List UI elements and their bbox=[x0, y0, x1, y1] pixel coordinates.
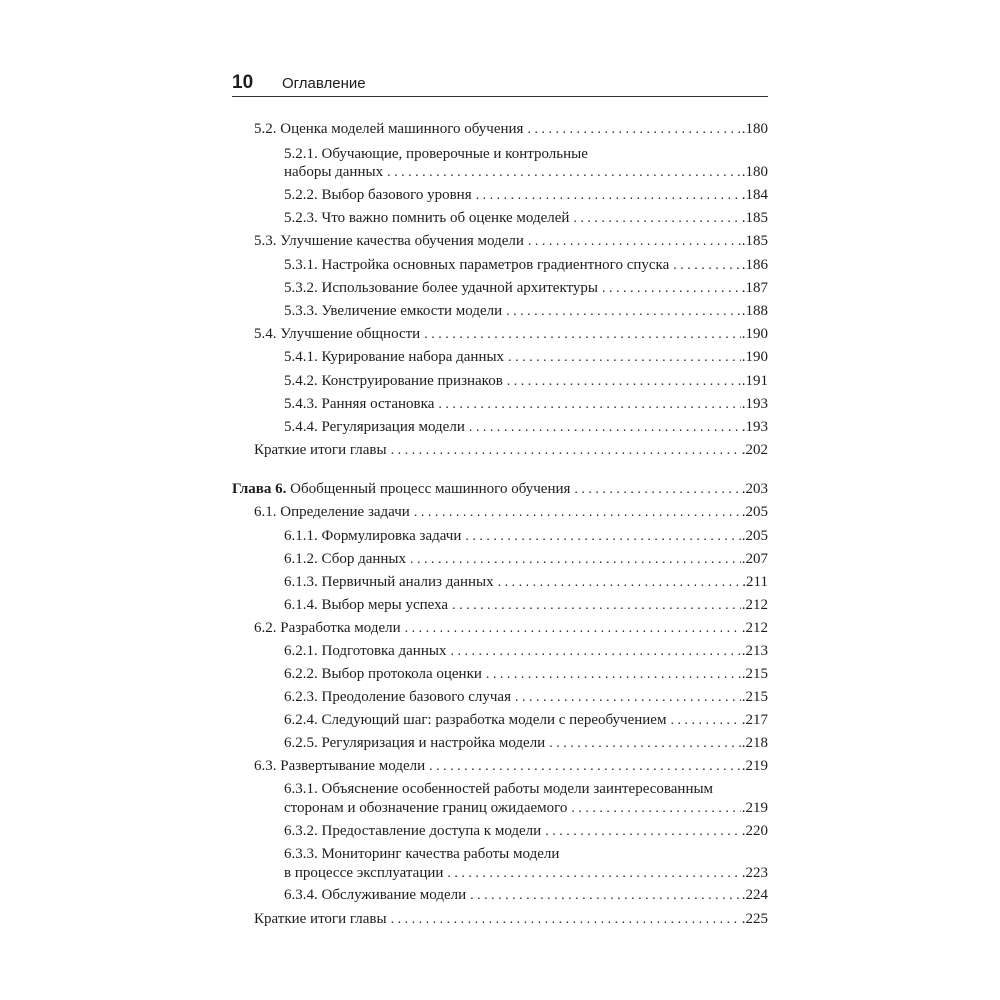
dot-leader bbox=[573, 209, 740, 228]
toc-entry-title: 6.3.4. Обслуживание модели bbox=[284, 887, 467, 903]
dot-leader bbox=[447, 864, 740, 883]
toc-page-number: .217 bbox=[741, 712, 768, 728]
toc-entry bbox=[284, 596, 768, 615]
toc-entry bbox=[284, 550, 768, 569]
toc-entry-title: 6.2.1. Подготовка данных bbox=[284, 643, 447, 659]
toc-entry-title: 6.2.4. Следующий шаг: разработка модели с переобучением bbox=[284, 712, 667, 728]
toc-entry-title: 6.1.2. Сбор данных bbox=[284, 551, 406, 567]
toc-entry-title: 5.2.2. Выбор базового уровня bbox=[284, 187, 472, 203]
toc-entry-title: сторонам и обозначение границ ожидаемого bbox=[284, 800, 568, 816]
toc-page-number: .205 bbox=[741, 528, 768, 544]
toc-page-number: .223 bbox=[741, 865, 768, 881]
toc-entry bbox=[284, 186, 768, 205]
toc-entry bbox=[284, 209, 768, 228]
toc-entry bbox=[284, 279, 768, 298]
toc-page-number: .180 bbox=[741, 164, 768, 180]
toc-entry bbox=[284, 163, 768, 182]
toc-entry-title: 6.1. Определение задачи bbox=[254, 504, 410, 520]
dot-leader bbox=[452, 596, 741, 615]
toc-entry bbox=[284, 799, 768, 818]
toc-entry-title: 5.4.1. Курирование набора данных bbox=[284, 349, 505, 365]
toc-page-number: .202 bbox=[741, 442, 768, 458]
dot-leader bbox=[465, 527, 740, 546]
dot-leader bbox=[486, 665, 741, 684]
toc-page-number: .191 bbox=[741, 373, 768, 389]
running-header bbox=[232, 72, 768, 97]
toc-entry-title: 6.2.3. Преодоление базового случая bbox=[284, 689, 511, 705]
toc-page-number: .220 bbox=[741, 823, 768, 839]
toc-entry bbox=[284, 822, 768, 841]
toc-entry bbox=[284, 864, 768, 883]
toc-entry-title: 6.1.4. Выбор меры успеха bbox=[284, 597, 449, 613]
toc-entry-title: 5.4.2. Конструирование признаков bbox=[284, 373, 503, 389]
toc-entry-title: в процессе эксплуатации bbox=[284, 865, 444, 881]
toc-page-number: .212 bbox=[741, 620, 768, 636]
dot-leader bbox=[506, 302, 741, 321]
toc-entry-title: наборы данных bbox=[284, 164, 384, 180]
toc-entry-title: 6.3.2. Предоставление доступа к модели bbox=[284, 823, 542, 839]
toc-entry bbox=[254, 232, 768, 251]
dot-leader bbox=[508, 348, 741, 367]
toc-page-number: .203 bbox=[741, 481, 768, 497]
toc-entry bbox=[254, 325, 768, 344]
dot-leader bbox=[391, 910, 741, 929]
toc-page-number: .185 bbox=[741, 233, 768, 249]
toc-page-number: .190 bbox=[741, 326, 768, 342]
toc-page-number: .186 bbox=[741, 257, 768, 273]
dot-leader bbox=[507, 372, 741, 391]
toc-entry-title: 5.2.3. Что важно помнить об оценке моделей bbox=[284, 210, 570, 226]
page-number: 10 bbox=[232, 72, 254, 93]
toc-page-number: .219 bbox=[741, 758, 768, 774]
toc-page-number: .218 bbox=[741, 735, 768, 751]
dot-leader bbox=[549, 734, 741, 753]
dot-leader bbox=[673, 256, 740, 275]
toc-page-number: .188 bbox=[741, 303, 768, 319]
toc-page-number: .219 bbox=[741, 800, 768, 816]
dot-leader bbox=[670, 711, 740, 730]
dot-leader bbox=[410, 550, 741, 569]
toc-entry-title: 6.3. Развертывание модели bbox=[254, 758, 426, 774]
toc-page-number: .212 bbox=[741, 597, 768, 613]
dot-leader bbox=[438, 395, 740, 414]
chapter-title: Обобщенный процесс машинного обучения bbox=[290, 481, 571, 497]
dot-leader bbox=[527, 120, 740, 139]
toc-entry-title: 5.3.1. Настройка основных параметров градиентного спуска bbox=[284, 257, 670, 273]
toc-entry bbox=[284, 665, 768, 684]
toc-entry bbox=[284, 372, 768, 391]
dot-leader bbox=[574, 480, 740, 499]
toc-page-number: .215 bbox=[741, 689, 768, 705]
toc-chapter-entry bbox=[232, 480, 768, 499]
toc-page-number: .211 bbox=[742, 574, 768, 590]
dot-leader bbox=[391, 441, 741, 460]
dot-leader bbox=[414, 503, 741, 522]
dot-leader bbox=[450, 642, 740, 661]
chapter-label: Глава 6. bbox=[232, 481, 287, 497]
toc-page-number: .205 bbox=[741, 504, 768, 520]
toc-entry bbox=[254, 757, 768, 776]
dot-leader bbox=[476, 186, 741, 205]
toc-entry-title: 5.3.3. Увеличение емкости модели bbox=[284, 303, 503, 319]
toc-page-number: .193 bbox=[741, 396, 768, 412]
toc-page-number: .180 bbox=[741, 121, 768, 137]
toc-page-number: .185 bbox=[741, 210, 768, 226]
toc-page-number: .187 bbox=[741, 280, 768, 296]
toc-entry-title: Краткие итоги главы bbox=[254, 911, 387, 927]
toc-entry-title-first-line: 5.2.1. Обучающие, проверочные и контрольные bbox=[284, 146, 588, 162]
toc-entry bbox=[254, 503, 768, 522]
dot-leader bbox=[515, 688, 741, 707]
toc-entry bbox=[284, 734, 768, 753]
toc-page-number: .224 bbox=[741, 887, 768, 903]
toc-entry-title: 6.2.5. Регуляризация и настройка модели bbox=[284, 735, 546, 751]
dot-leader bbox=[429, 757, 741, 776]
dot-leader bbox=[498, 573, 742, 592]
toc-entry-title: 6.2.2. Выбор протокола оценки bbox=[284, 666, 482, 682]
toc-entry-title: 5.3. Улучшение качества обучения модели bbox=[254, 233, 524, 249]
toc-entry-title: 6.2. Разработка модели bbox=[254, 620, 401, 636]
toc-entry-title: 6.1.1. Формулировка задачи bbox=[284, 528, 462, 544]
toc-entry-title: Краткие итоги главы bbox=[254, 442, 387, 458]
toc-entry-title: 5.4. Улучшение общности bbox=[254, 326, 421, 342]
toc-page-number: .225 bbox=[741, 911, 768, 927]
toc-page-number: .193 bbox=[741, 419, 768, 435]
dot-leader bbox=[545, 822, 741, 841]
toc-page-number: .207 bbox=[741, 551, 768, 567]
dot-leader bbox=[602, 279, 741, 298]
toc-entry bbox=[284, 886, 768, 905]
toc-entry-title: 5.4.3. Ранняя остановка bbox=[284, 396, 435, 412]
toc-page-number: .213 bbox=[741, 643, 768, 659]
toc-entry bbox=[284, 302, 768, 321]
toc-entry-title-first-line: 6.3.3. Мониторинг качества работы модели bbox=[284, 846, 560, 862]
toc-page-number: .215 bbox=[741, 666, 768, 682]
toc-entry bbox=[284, 688, 768, 707]
toc-page-number: .190 bbox=[741, 349, 768, 365]
toc-entry bbox=[284, 573, 768, 592]
dot-leader bbox=[469, 418, 741, 437]
toc-entry-title bbox=[232, 480, 570, 499]
toc-entry bbox=[284, 642, 768, 661]
running-title: Оглавление bbox=[282, 75, 366, 92]
dot-leader bbox=[387, 163, 741, 182]
toc-entry-title: 6.1.3. Первичный анализ данных bbox=[284, 574, 494, 590]
toc-entry bbox=[284, 395, 768, 414]
toc-entry-title: 5.3.2. Использование более удачной архитектуры bbox=[284, 280, 598, 296]
dot-leader bbox=[405, 619, 741, 638]
toc-entry bbox=[284, 711, 768, 730]
toc-entry bbox=[284, 256, 768, 275]
toc-entry bbox=[284, 418, 768, 437]
toc-entry-title: 5.2. Оценка моделей машинного обучения bbox=[254, 121, 524, 137]
toc-entry bbox=[254, 619, 768, 638]
toc-entry bbox=[254, 120, 768, 139]
dot-leader bbox=[528, 232, 741, 251]
toc-entry-title: 5.4.4. Регуляризация модели bbox=[284, 419, 465, 435]
toc-page-number: .184 bbox=[741, 187, 768, 203]
toc-entry bbox=[254, 441, 768, 460]
dot-leader bbox=[571, 799, 740, 818]
toc-entry bbox=[254, 910, 768, 929]
dot-leader bbox=[470, 886, 741, 905]
toc-entry-title-first-line: 6.3.1. Объяснение особенностей работы модели заинтересованным bbox=[284, 781, 714, 797]
dot-leader bbox=[424, 325, 741, 344]
toc-entry bbox=[284, 527, 768, 546]
toc-entry bbox=[284, 348, 768, 367]
